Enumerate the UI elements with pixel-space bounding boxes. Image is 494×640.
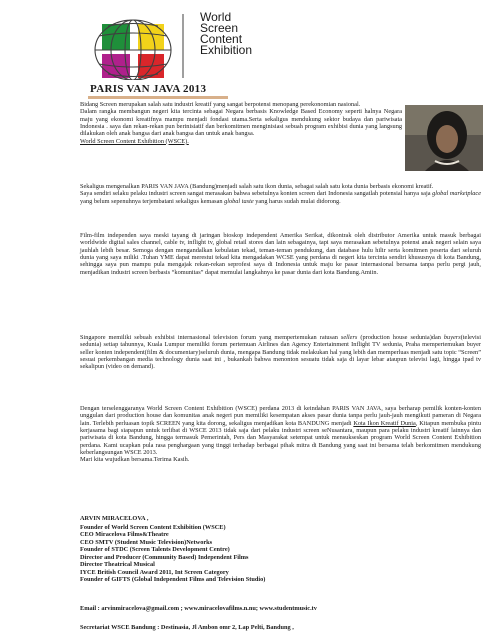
intro-paragraph	[80, 101, 402, 145]
paragraph-paris-van-java	[80, 183, 481, 205]
signature-role-5: Director and Producer (Community Based) Independent Films	[80, 553, 249, 561]
logo-line-4: Exhibition	[200, 43, 253, 57]
signature-role-2: CEO Miracelova Films&Theatre	[80, 531, 169, 538]
secretariat-address: Secretariat WSCE Bandung : Destinasia, Jl Ambon omr 2, Lap Pelti, Bandung ,	[80, 624, 294, 631]
para2-global-marketplace: global marketplace	[432, 190, 481, 198]
para2-text-2e: yang harus sudah mulai didorong.	[253, 197, 341, 205]
signature-role-3: CEO SMTV (Student Music Television)Networks	[80, 538, 213, 546]
signature-role-1: Founder of World Screen Content Exhibition (WSCE)	[80, 523, 226, 531]
logo-block-yellow	[138, 24, 164, 50]
para2-text-1: Sekaligus mengenalkan PARIS VAN JAVA (Bandung)menjadi salah satu ikon dunia, sebagai salah satu kota dunia berbasis ekonomi kreatif.	[80, 183, 434, 190]
para5-link-kota-ikon[interactable]: Kota Ikon Kreatif Dunia	[353, 419, 416, 427]
signature-role-8: Founder of GIFTS (Global Independent Films and Television Studio)	[80, 576, 266, 583]
logo-line-2: Screen	[200, 21, 239, 35]
contact-email[interactable]: Email : arvinmiracelova@gmail.com ; www.miracelovafilms.n.nu; www.studentmusic.tv	[80, 605, 317, 612]
globe-icon	[95, 20, 171, 80]
portrait-photo-icon	[405, 105, 483, 171]
logo-line-1: World	[200, 10, 232, 24]
para2-text-2a: Saya sendiri selaku pelaku industri screen sangat merasakan bahwa sebetulnya konten screen dari Indonesia sangatlah potensial hanya saja	[80, 190, 433, 198]
signature-block	[80, 515, 265, 584]
intro-link[interactable]: World Screen Content Exhibition (WSCE).	[80, 137, 189, 145]
para4-text-1: Singapore memiliki sebuah exhibisi internasional television forum yang mempertemukan ratusan	[80, 334, 341, 341]
para4-text-3: (televisi sedunia) setiap tahunnya, Kuala Lumpur memiliki forum pertemuan Airlines dan Agency Entertainment Inflight TV sedunia, Praha mempertemukan buyer seller konten independent(film & documentary)seluruh dunia, mengapa Bandung tidak melakukan hal yang lebih dan memperluas menjadi satu topic “Screen” sesuai perkembangan media technology dunia saat ini , bukankah bahwa menonton sesuatu tidak saja di layar lebar ataupun televisi lagi, hingga ipad tv sekalipun (video on demand).	[80, 334, 481, 371]
paragraph-wsce-2013	[80, 405, 481, 464]
para5-closing: Mari kita wujudkan bersama.Terima Kasih.	[80, 456, 190, 464]
para4-sellers: sellers	[340, 334, 358, 341]
signature-role-6: Director Theatrical Musical	[80, 561, 155, 568]
para2-text-2c: yang belum sepenuhnya terjembatani sekaligus kemasan	[80, 197, 225, 205]
para4-text-2: (production house sedunia)dan	[357, 334, 444, 341]
logo-wordmark	[200, 12, 320, 56]
para5-text	[80, 405, 481, 456]
paragraph-film-independen	[80, 232, 481, 276]
intro-text-2: Dalam rangka membangun negeri kita tercinta sebagai Negara berbasis Knowledge Based Economy seperti halnya Negara maju yang ekonomi kreatifnya mampu menjadi fondasi utama.Serta sekaligus mendukung sektor budaya dan pariwisata Indonesia . saya dan rekan-rekan pun berinisiatif dan berkomitmen menginisiasi sebuah program exhibisi dunia yang langsung dilakukan oleh anak bangsa dari anak bangsa dan untuk anak bangsa.	[80, 108, 402, 138]
intro-text-1: Bidang Screen merupakan salah satu industri kreatif yang sangat berpotensi menopang perekonomian nasional.	[80, 101, 361, 108]
para4-buyers: buyers	[443, 334, 461, 341]
para4-text	[80, 334, 481, 371]
page-title: PARIS VAN JAVA 2013	[90, 83, 207, 95]
para5-text-2: , Kitapun membuka pintu kerjasama bagi siapapun untuk terlibat di WSCE 2013 tidak saja dari pelaku industri screen seNusantara, maupun para pelaku industri kreatif lainnya dan pariwisata di kota Bandung, hingga termasuk Pemerintah, Pers dan Masyarakat setempat untuk mensukseskan program World Screen Content Exhibition perdana. Kami ucapkan pula rasa penghargaan yang tinggi terhadap berbagai pihak mitra di Bandung yang saat ini bersama telah berkomitmen mendukung keberlangsungan WSCE 2013.	[80, 419, 481, 457]
para2-global-taste: global taste	[224, 197, 254, 205]
para5-text-1: Dengan terselenggaranya World Screen Content Exhibition (WSCE) perdana 2013 di keindahan PARIS VAN JAVA, saya berharap pemilik konten-konten unggulan dari production house dan komunitas anak negeri pun memiliki kesempatan akses pasar dunia tanpa perlu jauh-jauh mengikuti pameran di Negara lain. Terlebih perluasan topik SCREEN yang kita dorong, sekaligus menjadikan kota BANDUNG menjadi	[80, 405, 481, 427]
logo-line-3: Content	[200, 32, 243, 46]
para2-text-2	[80, 190, 481, 205]
title-underline	[88, 96, 228, 99]
signature-role-4: Founder of STDC (Screen Talents Development Centre)	[80, 546, 230, 553]
signature-name: ARVIN MIRACELOVA ,	[80, 515, 149, 522]
signature-role-7: IYCE British Council Award 2011, Int Screen Category	[80, 568, 229, 576]
paragraph-singapore	[80, 334, 481, 371]
para3-text: Film-film independen saya meski tayang di jaringan bioskop independent Amerika Serikat, dikontrak oleh distributor Amerika untuk masuk berbagai worldwide digital sales channel, cable tv, inflight tv, global retail stores dan lain sebagainya, tapi saya merasakan sebetulnya potensi anak negeri selain saya jauhlah lebih besar. Semoga dengan mengandalkan kebulatan tekad, teman-teman pendukung, dan database hulu hilir serta komitmen peserta dari seluruh dunia yang saya miliki .Tuhan YME dapat merestui tekad kita mengadakan WCSE yang perdana di negeri kita tercinta sendiri khususnya di kota Bandung, sehingga saya pun mampu pula mengajak rekan-rekan seprofesi saya di Indonesia untuk maju ke pasar internasional bersama tanpa perlu pergi jauh, menjadikan industri screen berbasis “komunitas” dapat memulai langkahnya ke pasar dunia dari kota Bandung.Amiin.	[80, 232, 481, 276]
